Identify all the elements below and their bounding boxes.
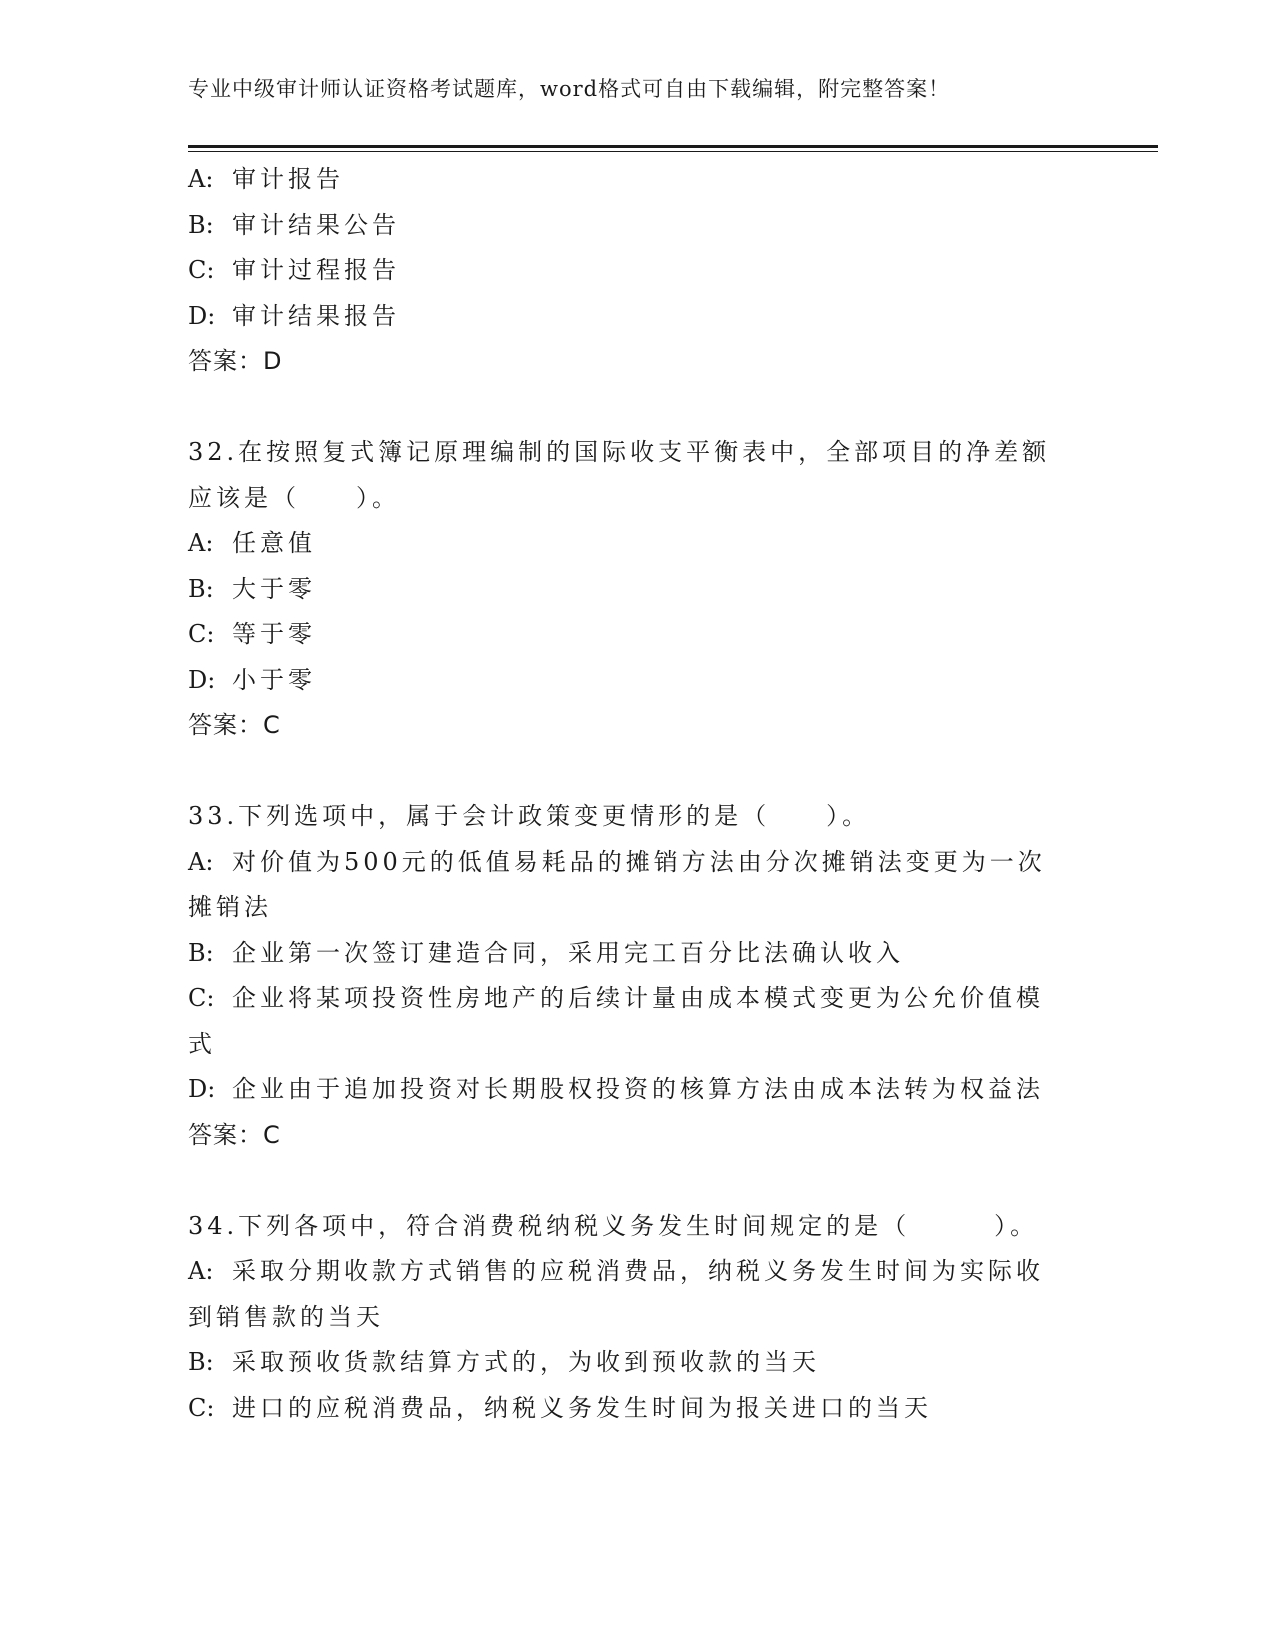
option-label: D: xyxy=(188,665,216,694)
option-label: D: xyxy=(188,1075,216,1103)
option-text: 采取预收货款结算方式的，为收到预收款的当天 xyxy=(232,1348,820,1376)
option-text: 对价值为500元的低值易耗品的摊销方法由分次摊销法变更为一次 xyxy=(232,847,1046,876)
q33-stem: 33.下列选项中，属于会计政策变更情形的是（ ）。 xyxy=(188,802,871,830)
option-text: 审计过程报告 xyxy=(232,256,400,284)
q33-option-b xyxy=(188,931,1088,977)
option-text: 进口的应税消费品，纳税义务发生时间为报关进口的当天 xyxy=(232,1393,932,1422)
q33-option-c xyxy=(188,976,1088,1022)
option-text: 审计结果公告 xyxy=(232,210,400,239)
spacer xyxy=(188,749,1088,795)
q32-option-d xyxy=(188,658,1088,704)
q33-option-a-continued: 摊销法 xyxy=(188,893,272,921)
option-label: A: xyxy=(188,529,214,557)
q32-stem-continued: 应该是（ ）。 xyxy=(188,483,400,512)
option-text: 审计报告 xyxy=(232,165,344,193)
q31-option-c xyxy=(188,248,1088,294)
option-label: A: xyxy=(188,847,214,876)
question-content xyxy=(188,157,1088,1431)
q34-option-a xyxy=(188,1249,1088,1295)
option-label: D: xyxy=(188,301,216,330)
q31-answer: 答案：D xyxy=(188,347,283,375)
q31-option-d xyxy=(188,294,1088,340)
q33-option-a xyxy=(188,840,1088,886)
q33-option-d xyxy=(188,1067,1088,1113)
option-label: B: xyxy=(188,938,214,967)
header-divider xyxy=(188,145,1158,148)
q34-option-a-continued: 到销售款的当天 xyxy=(188,1302,384,1331)
option-text: 企业将某项投资性房地产的后续计量由成本模式变更为公允价值模 xyxy=(232,984,1044,1012)
option-label: B: xyxy=(188,1348,214,1376)
option-text: 大于零 xyxy=(232,574,316,603)
q32-option-c xyxy=(188,612,1088,658)
page-header: 专业中级审计师认证资格考试题库，word格式可自由下载编辑，附完整答案！ xyxy=(188,77,951,101)
option-label: A: xyxy=(188,1257,214,1285)
option-label: A: xyxy=(188,165,214,193)
q34-option-b xyxy=(188,1340,1088,1386)
spacer xyxy=(188,1158,1088,1204)
q32-stem: 32.在按照复式簿记原理编制的国际收支平衡表中，全部项目的净差额 xyxy=(188,438,1051,466)
q32-answer: 答案：C xyxy=(188,711,281,739)
option-label: C: xyxy=(188,256,215,284)
q32-option-b xyxy=(188,567,1088,613)
q34-stem: 34.下列各项中，符合消费税纳税义务发生时间规定的是（ ）。 xyxy=(188,1211,1039,1240)
option-text: 采取分期收款方式销售的应税消费品，纳税义务发生时间为实际收 xyxy=(232,1257,1044,1285)
option-label: B: xyxy=(188,574,214,603)
option-label: C: xyxy=(188,984,215,1012)
q33-option-c-continued: 式 xyxy=(188,1029,216,1058)
q33-answer: 答案：C xyxy=(188,1120,281,1149)
option-text: 企业由于追加投资对长期股权投资的核算方法由成本法转为权益法 xyxy=(232,1075,1044,1103)
option-text: 企业第一次签订建造合同，采用完工百分比法确认收入 xyxy=(232,938,904,967)
q31-option-a xyxy=(188,157,1088,203)
q34-option-c xyxy=(188,1386,1088,1432)
option-text: 任意值 xyxy=(232,529,316,557)
q31-option-b xyxy=(188,203,1088,249)
option-label: C: xyxy=(188,1393,215,1422)
q32-option-a xyxy=(188,521,1088,567)
option-label: C: xyxy=(188,620,215,648)
option-text: 审计结果报告 xyxy=(232,301,400,330)
spacer xyxy=(188,385,1088,431)
option-text: 等于零 xyxy=(232,620,316,648)
option-label: B: xyxy=(188,210,214,239)
option-text: 小于零 xyxy=(232,665,316,694)
